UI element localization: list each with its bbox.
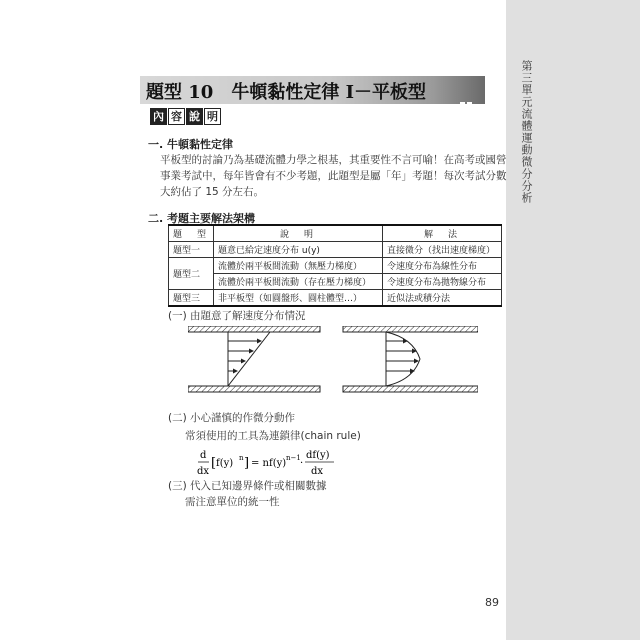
- table-cell: 題型二: [169, 258, 214, 290]
- section-tag-char: 內: [150, 108, 167, 125]
- chain-rule-note: 常須使用的工具為連鎖律(chain rule): [185, 430, 361, 442]
- paragraph-line: 平板型的討論乃為基礎流體力學之根基，其重要性不言可喻！在高考或國營: [160, 154, 507, 166]
- paragraph-line: 事業考試中，每年皆會有不少考題，此題型是屬「年」考題！每次考試分數: [160, 170, 507, 182]
- title-decoration: [460, 92, 480, 100]
- table-cell: 題型一: [169, 242, 214, 258]
- velocity-profile-diagrams: [188, 326, 478, 396]
- formula-text: df(y): [306, 450, 330, 461]
- side-topic-label: 流體運動微分分析: [520, 108, 533, 204]
- heading-solution-framework: 二. 考題主要解法架構: [148, 212, 256, 225]
- svg-text:]: ]: [244, 456, 250, 471]
- table-cell: 直接微分（找出速度梯度）: [383, 242, 502, 258]
- table-cell: 題意已給定速度分布 u(y): [214, 242, 383, 258]
- section-tag: [150, 108, 221, 125]
- table-cell: 近似法或積分法: [383, 290, 502, 307]
- table-header: 解 法: [383, 225, 502, 242]
- table-row: [169, 258, 502, 274]
- solution-table: [168, 224, 502, 307]
- page-title: 題型 10 牛頓黏性定律 I－平板型: [146, 82, 427, 103]
- section-tag-char: 容: [168, 108, 185, 125]
- table-header: 說 明: [214, 225, 383, 242]
- heading-newton-law: 一. 牛頓黏性定律: [148, 138, 234, 151]
- page-number: 89: [485, 596, 499, 609]
- table-cell: 流體於兩平板間流動（存在壓力梯度）: [214, 274, 383, 290]
- table-row: [169, 274, 502, 290]
- formula-text: f(y): [216, 458, 234, 469]
- svg-text:[: [: [211, 456, 217, 471]
- formula-text: d: [200, 450, 207, 461]
- formula-text: ·: [300, 458, 304, 469]
- table-cell: 非平板型（如圓盤形、圓柱體型…）: [214, 290, 383, 307]
- step-one-label: (一) 由題意了解速度分布情況: [168, 310, 306, 322]
- table-header: 題 型: [169, 225, 214, 242]
- unit-consistency-note: 需注意單位的統一性: [185, 496, 280, 508]
- step-two-label: (二) 小心謹慎的作微分動作: [168, 412, 296, 424]
- formula-text: n: [239, 454, 244, 462]
- table-row: [169, 290, 502, 307]
- table-row: [169, 242, 502, 258]
- side-unit-label: 第三單元: [520, 60, 533, 108]
- table-cell: 令速度分布為線性分布: [383, 258, 502, 274]
- chain-rule-formula: [196, 447, 346, 481]
- table-cell: 令速度分布為拋物線分布: [383, 274, 502, 290]
- table-cell: 題型三: [169, 290, 214, 307]
- formula-text: dx: [197, 466, 210, 477]
- table-cell: 流體於兩平板間流動（無壓力梯度）: [214, 258, 383, 274]
- section-tag-char: 說: [186, 108, 203, 125]
- parabolic-velocity-profile: [343, 326, 478, 392]
- formula-text: n−1: [286, 454, 301, 462]
- paragraph-line: 大約佔了 15 分左右。: [160, 186, 265, 198]
- step-three-label: (三) 代入已知邊界條件或相關數據: [168, 480, 327, 492]
- formula-text: dx: [311, 466, 324, 477]
- section-tag-char: 明: [204, 108, 221, 125]
- formula-text: = nf(y): [251, 458, 287, 469]
- linear-velocity-profile: [188, 326, 320, 392]
